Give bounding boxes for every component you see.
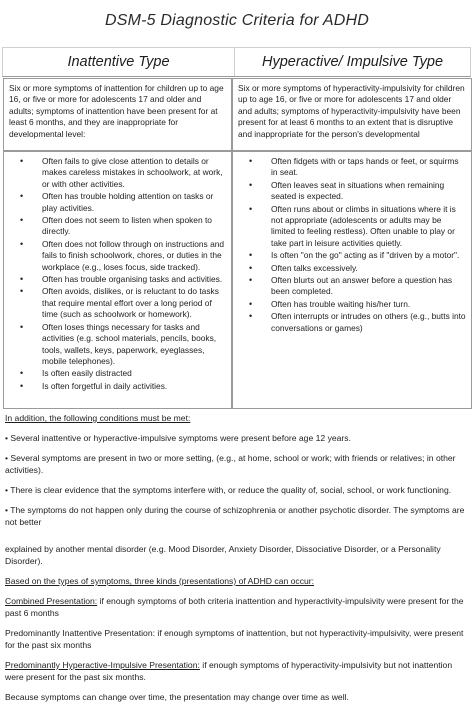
combined-presentation-label: Combined Presentation:	[5, 596, 98, 606]
hyperactive-presentation	[5, 659, 471, 683]
list-item: • Often talks excessively.	[271, 263, 467, 274]
list-item: • Often has trouble holding attention on tasks or play activities.	[42, 191, 227, 214]
list-item: • Often avoids, dislikes, or is reluctant to do tasks that require mental effort over a long period of time (such as schoolwork or homework).	[42, 286, 227, 320]
list-item: • Is often "on the go" acting as if "driven by a motor".	[271, 250, 467, 261]
list-item: • Often has trouble organising tasks and activities.	[42, 274, 227, 285]
conditions-heading: In addition, the following conditions must be met:	[5, 413, 191, 423]
inattentive-presentation-label: Predominantly Inattentive Presentation:	[5, 628, 156, 638]
inattentive-symptom-cell	[3, 151, 232, 409]
condition-item: • The symptoms do not happen only during the course of schizophrenia or another psychotic disorder. The symptoms are not better	[5, 505, 465, 527]
hyperactive-intro-text: Six or more symptoms of hyperactivity-impulsivity for children up to age 16, or five or more for adolescents 17 and older and adults; symptoms of hyperactivity-impulsivity have been present for at least 6 months to an extent that is disruptive and inappropriate for the person's developmental	[238, 83, 465, 139]
list-item: • Often does not seem to listen when spoken to directly.	[42, 215, 227, 238]
condition-item: • There is clear evidence that the symptoms interfere with, or reduce the quality of, social, school, or work functioning.	[5, 485, 452, 495]
list-item: • Often leaves seat in situations when remaining seated is expected.	[271, 180, 467, 203]
hyperactive-intro-cell	[232, 78, 472, 151]
condition-continuation: explained by another mental disorder (e.g. Mood Disorder, Anxiety Disorder, Dissociative Disorder, or a Personality Disorder).	[5, 544, 441, 566]
list-item: • Often interrupts or intrudes on others (e.g., butts into conversations or games)	[271, 311, 467, 334]
list-item: • Often blurts out an answer before a question has been completed.	[271, 275, 467, 298]
list-item: • Is often easily distracted	[42, 368, 227, 379]
combined-presentation	[5, 595, 471, 619]
hyperactive-symptom-list	[237, 156, 467, 334]
hyperactive-type-header: Hyperactive/ Impulsive Type	[261, 54, 444, 70]
closing-note: Because symptoms can change over time, the presentation may change over time as well.	[5, 692, 349, 702]
presentations-heading: Based on the types of symptoms, three kinds (presentations) of ADHD can occur:	[5, 576, 315, 586]
inattentive-type-header: Inattentive Type	[3, 48, 235, 76]
condition-item: • Several symptoms are present in two or more setting, (e.g., at home, school or work; with friends or relatives; in other activities).	[5, 453, 456, 475]
condition-item: • Several inattentive or hyperactive-impulsive symptoms were present before age 12 years.	[5, 433, 351, 443]
list-item: • Often loses things necessary for tasks and activities (e.g. school materials, pencils, books, tools, wallets, keys, paperwork, eyeglasses, mobile telephones).	[42, 322, 227, 368]
inattentive-presentation-text: if enough symptoms of inattention, but not hyperactivity-impulsivity, were present for the past six months	[5, 628, 464, 650]
list-item: • Is often forgetful in daily activities.	[42, 381, 227, 392]
list-item: • Often has trouble waiting his/her turn.	[271, 299, 467, 310]
inattentive-intro-text: Six or more symptoms of inattention for children up to age 16, or five or more for adolescents 17 and older and adults; symptoms of inattention have been present for at least 6 months, and they are inappropriate for developmental level:	[9, 83, 224, 139]
hyperactive-presentation-text: if enough symptoms of hyperactivity-impulsivity but not inattention were present for the past six months.	[5, 660, 453, 682]
list-item: • Often does not follow through on instructions and fails to finish schoolwork, chores, or duties in the workplace (e.g., loses focus, side tracked).	[42, 239, 227, 273]
inattentive-symptom-list	[8, 156, 227, 392]
criteria-header-row	[2, 47, 471, 77]
hyperactive-presentation-label: Predominantly Hyperactive-Impulsive Presentation:	[5, 660, 200, 670]
hyperactive-symptom-cell	[232, 151, 472, 409]
list-item: • Often fidgets with or taps hands or feet, or squirms in seat.	[271, 156, 467, 179]
additional-conditions-section	[5, 412, 471, 703]
list-item: • Often fails to give close attention to details or makes careless mistakes in schoolwork, at work, or with other activities.	[42, 156, 227, 190]
inattentive-intro-cell	[3, 78, 232, 151]
combined-presentation-text: if enough symptoms of both criteria inattention and hyperactivity-impulsivity were present for the past 6 months	[5, 596, 464, 618]
inattentive-presentation	[5, 627, 471, 651]
list-item: • Often runs about or climbs in situations where it is not appropriate (adolescents or adults may be limited to feeling restless). Often unable to play or take part in leisure activities quietly.	[271, 204, 467, 250]
page-title: DSM-5 Diagnostic Criteria for ADHD	[104, 12, 370, 29]
